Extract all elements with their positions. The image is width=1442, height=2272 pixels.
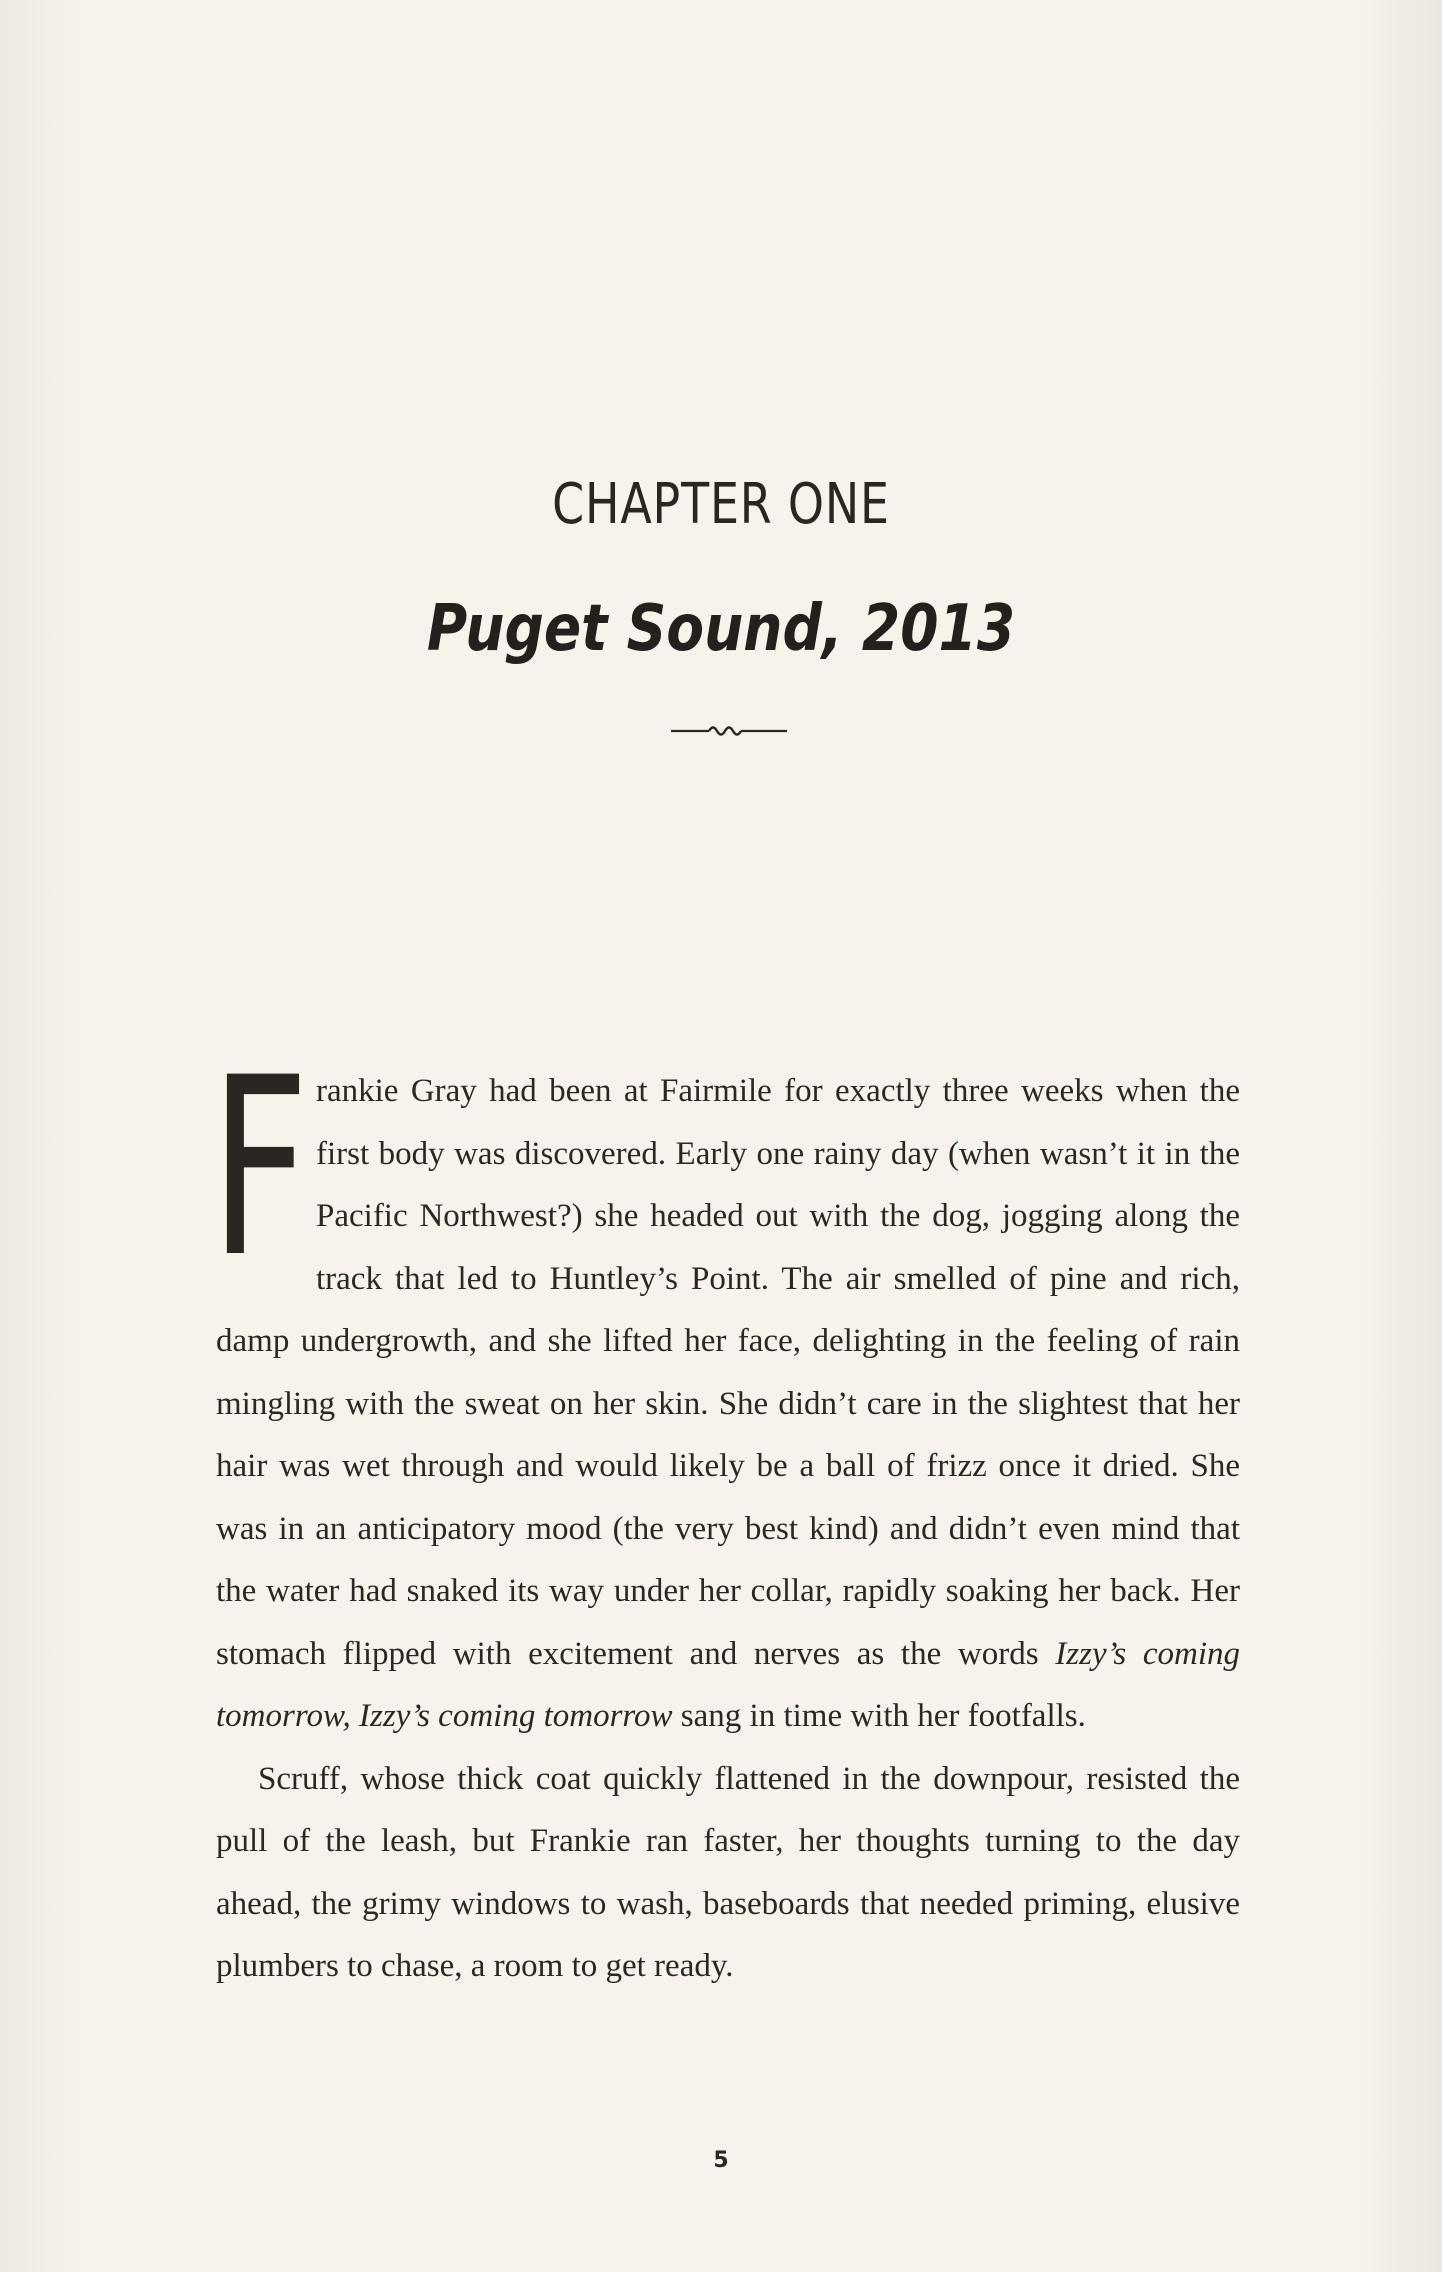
paragraph-1 (210, 1026, 1240, 1748)
flourish-ornament-icon (671, 722, 787, 738)
drop-cap: F (210, 1026, 310, 1312)
chapter-subtitle: Puget Sound, 2013 (426, 592, 1016, 666)
chapter-body (210, 1026, 1240, 1998)
paragraph-2: Scruff, whose thick coat quickly flattened in the downpour, resisted the pull of the leash, but Frankie ran faster, her thoughts turning to the day ahead, the grimy windows to wash, baseboards that needed priming, elusive plumbers to chase, a room to get ready. (216, 1760, 1240, 1984)
paragraph-1-text-end: sang in time with her footfalls. (672, 1698, 1086, 1734)
paragraph-1-text: rankie Gray had been at Fairmile for exactly three weeks when the first body was discovered. Early one rainy day (when wasn’t it in the Pacific Northwest?) she headed out with the dog, jogging along the track that led to Huntley’s Point. The air smelled of pine and rich, damp undergrowth, and she lifted her face, delighting in the feeling of rain mingling with the sweat on her skin. She didn’t care in the slightest that her hair was wet through and would likely be a ball of frizz once it dried. She was in an anticipatory mood (the very best kind) and didn’t even mind that the water had snaked its way under her collar, rapidly soaking her back. Her stomach flipped with excitement and nerves as the words (216, 1073, 1240, 1672)
chapter-label: CHAPTER ONE (552, 472, 890, 537)
paragraph-1-italic-phrase: Izzy’s coming tomorrow, Izzy’s coming tomorrow (216, 1635, 1240, 1734)
page-number: 5 (713, 2148, 729, 2173)
